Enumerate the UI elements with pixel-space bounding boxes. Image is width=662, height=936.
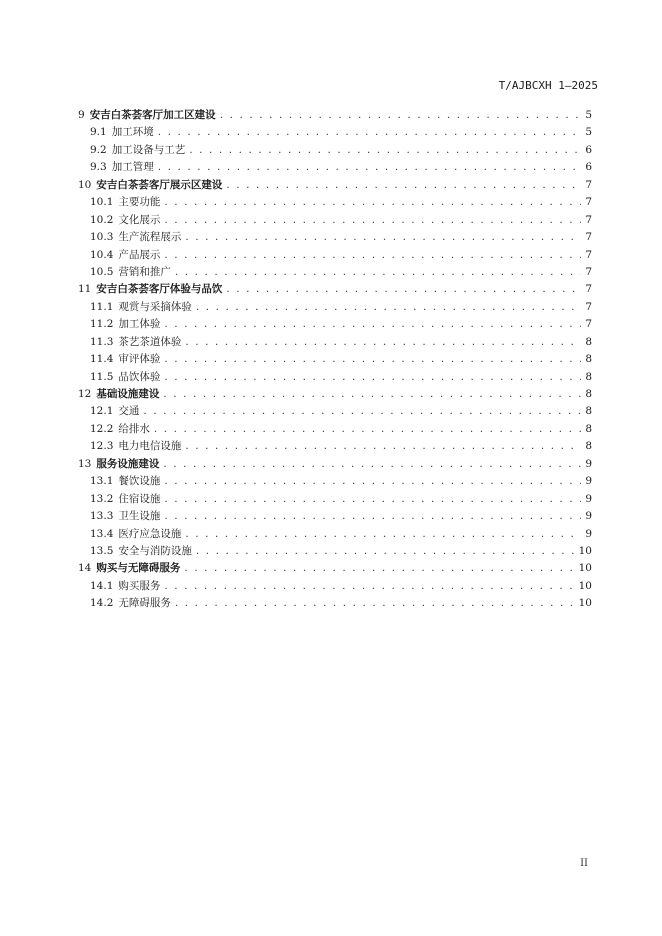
toc-dot-leader [185, 229, 581, 246]
toc-entry-number: 9 [78, 109, 85, 121]
toc-entry-title: 加工设备与工艺 [111, 143, 186, 156]
toc-entry-number: 11.2 [90, 318, 114, 331]
toc-dot-leader [164, 508, 581, 525]
toc-dot-leader [184, 560, 574, 577]
toc-entry-title: 无障碍服务 [118, 597, 171, 610]
toc-dot-leader [185, 334, 581, 351]
toc-entry-page: 7 [585, 283, 592, 296]
toc-section-entry[interactable] [78, 595, 592, 612]
table-of-contents [78, 107, 592, 613]
toc-entry-page: 10 [578, 579, 592, 592]
toc-entry-number: 11.5 [90, 370, 114, 383]
toc-section-entry[interactable] [78, 299, 592, 316]
toc-entry-page: 8 [585, 422, 592, 435]
toc-dot-leader [163, 386, 581, 403]
toc-section-entry[interactable] [78, 369, 592, 386]
toc-section-entry[interactable] [78, 264, 592, 281]
toc-entry-title: 加工体验 [118, 318, 161, 331]
toc-entry-title: 卫生设施 [118, 510, 161, 523]
toc-dot-leader [164, 212, 581, 229]
page-number: II [580, 858, 588, 869]
toc-entry-title: 安吉白茶荟客厅体验与品饮 [96, 283, 223, 296]
toc-entry-page: 7 [585, 318, 592, 331]
toc-entry-page: 9 [585, 527, 592, 540]
toc-entry-page: 8 [585, 388, 592, 400]
toc-dot-leader [164, 351, 581, 368]
toc-entry-number: 10.3 [90, 231, 114, 244]
toc-chapter-entry[interactable] [78, 177, 592, 194]
toc-chapter-entry[interactable] [78, 456, 592, 473]
toc-entry-number: 13.3 [90, 510, 114, 523]
document-code: T/AJBCXH 1—2025 [498, 79, 598, 92]
toc-chapter-entry[interactable] [78, 386, 592, 403]
toc-section-entry[interactable] [78, 124, 592, 141]
toc-entry-page: 7 [585, 300, 592, 313]
toc-chapter-entry[interactable] [78, 281, 592, 298]
toc-entry-title: 文化展示 [118, 213, 161, 226]
toc-entry-number: 11.1 [90, 300, 114, 313]
toc-entry-page: 7 [585, 265, 592, 278]
toc-entry-page: 7 [585, 196, 592, 209]
toc-dot-leader [196, 543, 575, 560]
toc-entry-title: 审评体验 [118, 353, 161, 366]
toc-entry-title: 住宿设施 [118, 492, 161, 505]
toc-entry-page: 8 [585, 440, 592, 453]
toc-dot-leader [143, 403, 581, 420]
toc-section-entry[interactable] [78, 491, 592, 508]
toc-entry-page: 10 [578, 597, 592, 610]
toc-section-entry[interactable] [78, 159, 592, 176]
toc-entry-number: 9.1 [90, 126, 107, 139]
toc-entry-title: 购买与无障碍服务 [96, 562, 181, 575]
toc-dot-leader [164, 316, 581, 333]
toc-section-entry[interactable] [78, 543, 592, 560]
toc-chapter-entry[interactable] [78, 560, 592, 577]
toc-dot-leader [189, 142, 581, 159]
toc-entry-title: 餐饮设施 [118, 475, 161, 488]
toc-entry-number: 9.3 [90, 161, 107, 174]
toc-dot-leader [164, 491, 581, 508]
toc-entry-number: 13.4 [90, 527, 114, 540]
toc-entry-title: 基础设施建设 [96, 388, 160, 400]
toc-section-entry[interactable] [78, 403, 592, 420]
toc-entry-page: 6 [585, 143, 592, 156]
toc-entry-title: 安全与消防设施 [118, 544, 192, 557]
toc-entry-number: 13.2 [90, 492, 114, 505]
toc-entry-title: 茶艺茶道体验 [118, 335, 182, 348]
toc-entry-page: 8 [585, 335, 592, 348]
toc-entry-title: 安吉白茶荟客厅展示区建设 [96, 178, 223, 191]
toc-section-entry[interactable] [78, 142, 592, 159]
toc-section-entry[interactable] [78, 229, 592, 246]
toc-entry-number: 13.1 [90, 475, 114, 488]
toc-dot-leader [164, 194, 581, 211]
toc-dot-leader [185, 526, 581, 543]
toc-entry-number: 14.2 [90, 597, 114, 610]
toc-entry-page: 8 [585, 405, 592, 418]
toc-dot-leader [164, 247, 581, 264]
toc-entry-number: 9.2 [90, 143, 107, 156]
toc-dot-leader [158, 124, 582, 141]
toc-entry-number: 13.5 [90, 544, 114, 557]
toc-entry-number: 11 [78, 283, 92, 296]
toc-dot-leader [154, 421, 581, 438]
toc-entry-page: 7 [585, 178, 592, 191]
toc-entry-page: 10 [578, 544, 592, 557]
toc-entry-title: 加工管理 [111, 161, 154, 174]
toc-entry-title: 医疗应急设施 [118, 527, 182, 540]
toc-dot-leader [163, 456, 581, 473]
toc-dot-leader [158, 159, 582, 176]
toc-entry-title: 安吉白茶荟客厅加工区建设 [89, 109, 216, 121]
toc-entry-number: 14.1 [90, 579, 114, 592]
toc-entry-number: 12.2 [90, 422, 114, 435]
toc-entry-title: 服务设施建设 [96, 457, 160, 470]
toc-entry-number: 12.1 [90, 405, 114, 418]
toc-entry-page: 7 [585, 231, 592, 244]
toc-entry-title: 生产流程展示 [118, 231, 182, 244]
toc-entry-title: 观赏与采摘体验 [118, 300, 192, 313]
toc-entry-page: 7 [585, 213, 592, 226]
toc-section-entry[interactable] [78, 578, 592, 595]
toc-dot-leader [220, 107, 582, 124]
toc-chapter-entry[interactable] [78, 107, 592, 124]
toc-entry-title: 品饮体验 [118, 370, 161, 383]
toc-section-entry[interactable] [78, 316, 592, 333]
toc-section-entry[interactable] [78, 212, 592, 229]
toc-entry-title: 产品展示 [118, 248, 161, 261]
toc-entry-number: 13 [78, 457, 92, 470]
toc-section-entry[interactable] [78, 508, 592, 525]
toc-entry-page: 9 [585, 492, 592, 505]
toc-section-entry[interactable] [78, 351, 592, 368]
toc-section-entry[interactable] [78, 473, 592, 490]
toc-entry-title: 给排水 [118, 422, 150, 435]
toc-entry-page: 9 [585, 457, 592, 470]
toc-entry-page: 5 [585, 126, 592, 139]
toc-entry-page: 5 [585, 109, 592, 121]
toc-entry-title: 主要功能 [118, 196, 161, 209]
toc-entry-page: 8 [585, 353, 592, 366]
toc-section-entry[interactable] [78, 526, 592, 543]
toc-dot-leader [175, 595, 575, 612]
toc-section-entry[interactable] [78, 194, 592, 211]
toc-dot-leader [175, 264, 581, 281]
toc-entry-number: 10.1 [90, 196, 114, 209]
toc-entry-page: 9 [585, 510, 592, 523]
toc-section-entry[interactable] [78, 247, 592, 264]
toc-entry-page: 6 [585, 161, 592, 174]
toc-entry-page: 8 [585, 370, 592, 383]
toc-dot-leader [164, 473, 581, 490]
toc-entry-number: 10.4 [90, 248, 114, 261]
toc-entry-page: 10 [578, 562, 592, 575]
toc-entry-number: 10 [78, 178, 92, 191]
toc-entry-number: 14 [78, 562, 92, 575]
toc-entry-number: 12.3 [90, 440, 114, 453]
toc-entry-number: 12 [78, 388, 92, 400]
toc-section-entry[interactable] [78, 438, 592, 455]
toc-dot-leader [226, 281, 581, 298]
toc-entry-number: 11.3 [90, 335, 114, 348]
toc-entry-title: 交通 [118, 405, 140, 418]
toc-dot-leader [164, 578, 574, 595]
toc-entry-page: 7 [585, 248, 592, 261]
toc-dot-leader [185, 438, 581, 455]
toc-entry-title: 购买服务 [118, 579, 161, 592]
toc-entry-title: 电力电信设施 [118, 440, 182, 453]
toc-entry-title: 营销和推广 [118, 265, 171, 278]
toc-entry-title: 加工环境 [111, 126, 154, 139]
toc-dot-leader [226, 177, 581, 194]
toc-dot-leader [196, 299, 581, 316]
toc-entry-number: 10.2 [90, 213, 114, 226]
toc-entry-number: 11.4 [90, 353, 114, 366]
toc-dot-leader [164, 369, 581, 386]
toc-section-entry[interactable] [78, 334, 592, 351]
toc-section-entry[interactable] [78, 421, 592, 438]
toc-entry-page: 9 [585, 475, 592, 488]
toc-entry-number: 10.5 [90, 265, 114, 278]
